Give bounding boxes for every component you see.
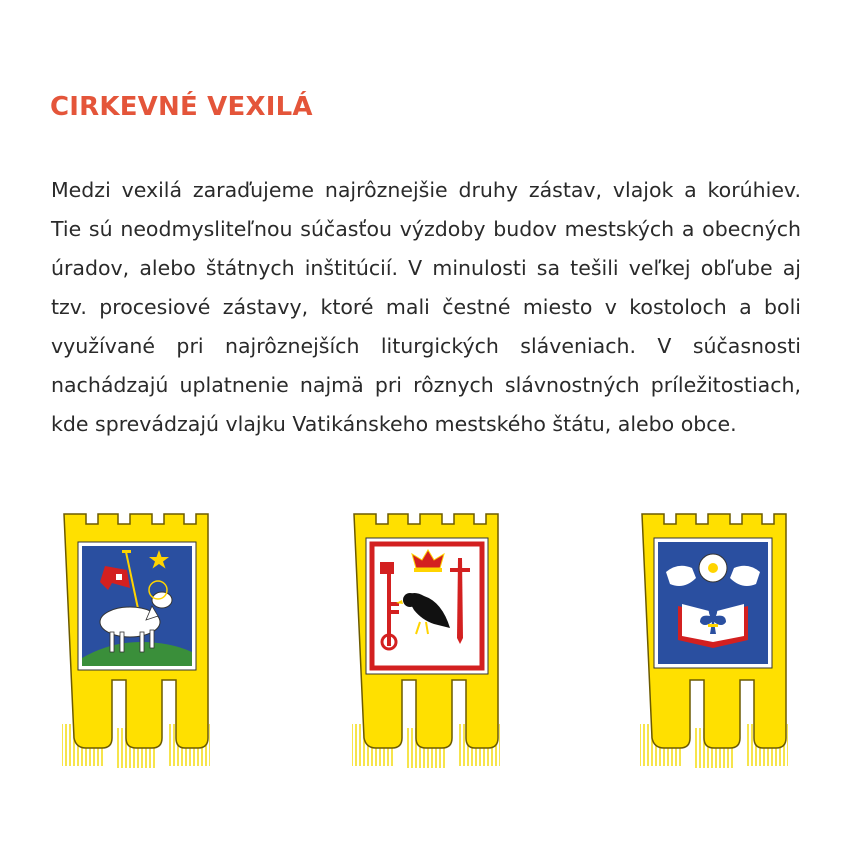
keys-crown-raven-sword-icon bbox=[350, 510, 500, 772]
page-title: CIRKEVNÉ VEXILÁ bbox=[50, 92, 313, 122]
banner-lamb bbox=[60, 510, 210, 772]
lamb-of-god-icon bbox=[60, 510, 210, 772]
banner-doves bbox=[638, 510, 788, 772]
intro-paragraph: Medzi vexilá zaraďujeme najrôznejšie druhy zástav, vlajok a korúhiev. Tie sú neodmysliteľnou súčasťou výzdoby budov mestských a obecných úradov, alebo štátnych inštitúcií. V minulosti sa tešili veľkej obľube aj tzv. procesiové zástavy, ktoré mali čestné miesto v kostoloch a boli využívané pri najrôznejších liturgických sláveniach. V súčasnosti nachádzajú uplatnenie najmä pri rôznych slávnostných príležitostiach, kde sprevádzajú vlajku Vatikánskeho mestského štátu, alebo obce. bbox=[51, 178, 801, 436]
banner-raven bbox=[350, 510, 500, 772]
doves-rose-book-icon bbox=[638, 510, 788, 772]
